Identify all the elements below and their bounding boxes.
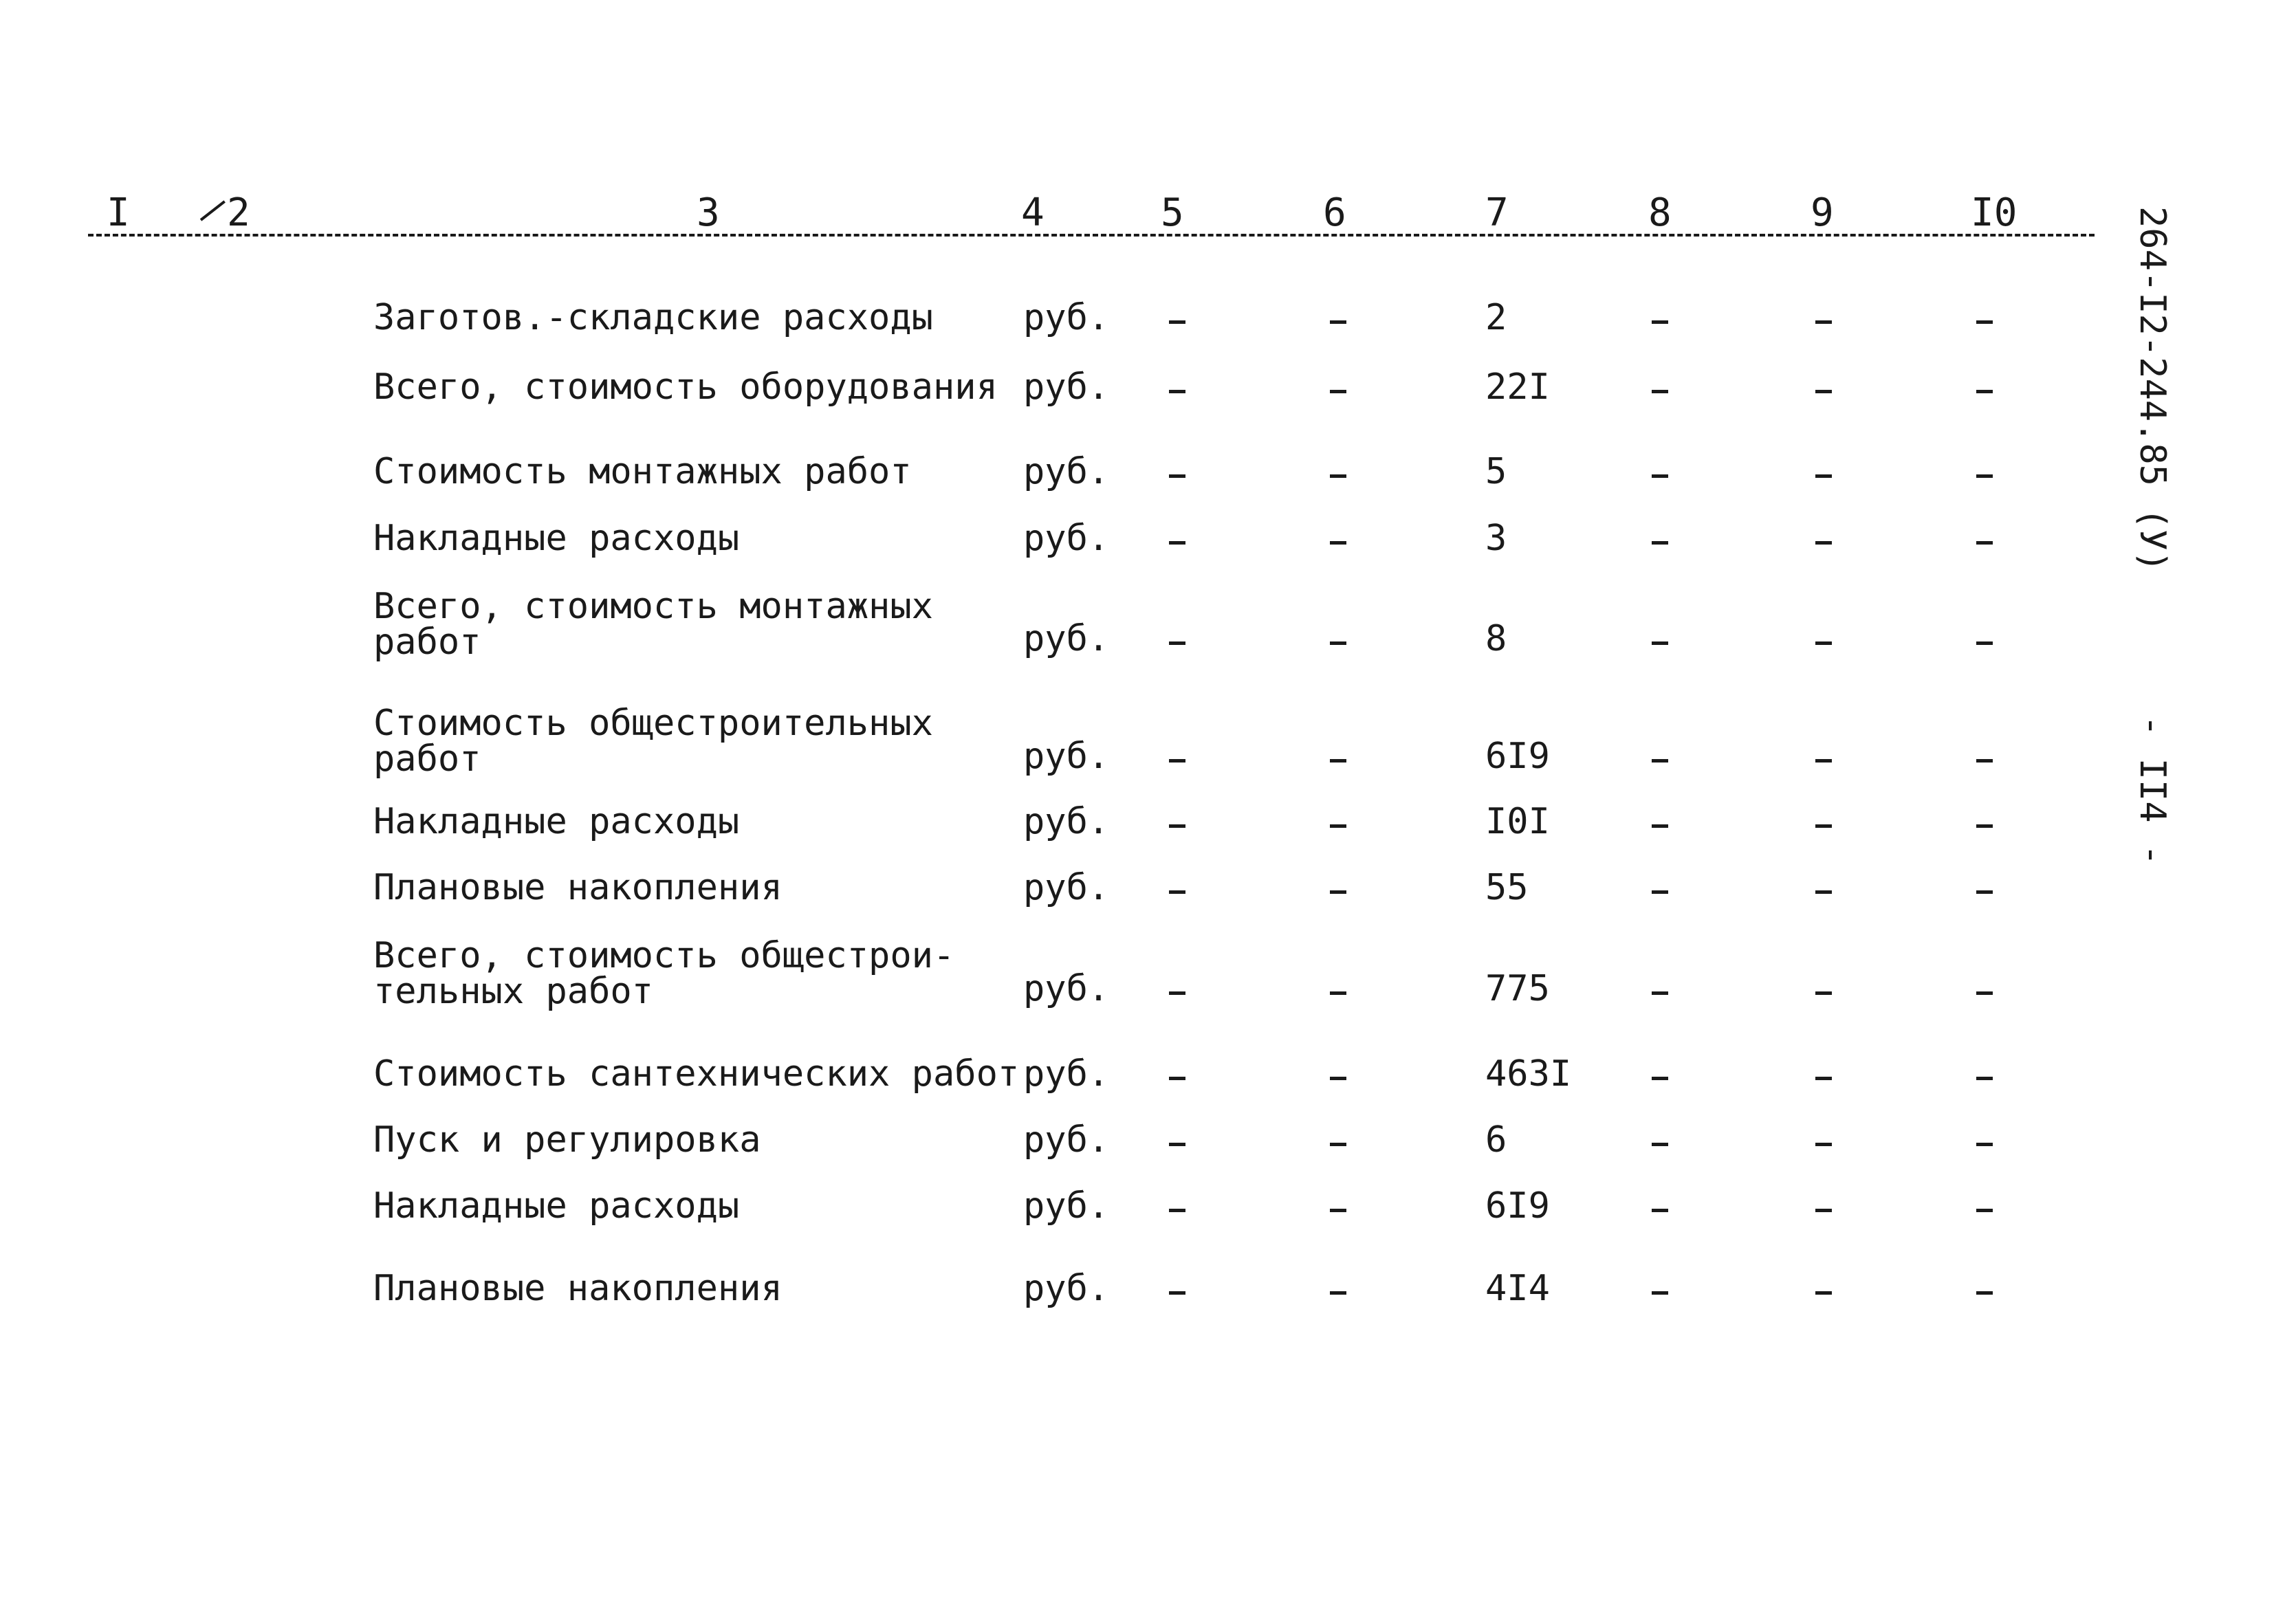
empty-cell-dash (1652, 991, 1668, 995)
empty-cell-dash (1652, 541, 1668, 545)
empty-cell-dash (1976, 759, 1993, 762)
row-name: Всего, стоимость оборудования (373, 366, 998, 408)
empty-cell-dash (1330, 824, 1346, 828)
empty-cell-dash (1815, 320, 1832, 324)
empty-cell-dash (1169, 1143, 1185, 1146)
row-value-col7: 4I4 (1485, 1268, 1550, 1309)
empty-cell-dash (1330, 641, 1346, 645)
empty-cell-dash (1815, 641, 1832, 645)
empty-cell-dash (1976, 1143, 1993, 1146)
row-value-col7: 55 (1485, 867, 1529, 908)
empty-cell-dash (1330, 991, 1346, 995)
empty-cell-dash (1815, 390, 1832, 393)
empty-cell-dash (1976, 824, 1993, 828)
empty-cell-dash (1976, 1209, 1993, 1212)
row-value-col7: 6 (1485, 1119, 1507, 1161)
row-name: Плановые накопления (373, 1268, 783, 1309)
empty-cell-dash (1330, 1291, 1346, 1295)
row-unit: руб. (1023, 1053, 1110, 1095)
row-name: Накладные расходы (373, 801, 740, 842)
empty-cell-dash (1652, 890, 1668, 894)
document-code: 264-I2-244.85 (У) (2132, 206, 2173, 573)
empty-cell-dash (1652, 1209, 1668, 1212)
empty-cell-dash (1976, 1291, 1993, 1295)
empty-cell-dash (1169, 390, 1185, 393)
empty-cell-dash (1652, 759, 1668, 762)
empty-cell-dash (1169, 759, 1185, 762)
empty-cell-dash (1815, 1209, 1832, 1212)
empty-cell-dash (1330, 320, 1346, 324)
empty-cell-dash (1652, 1291, 1668, 1295)
empty-cell-dash (1652, 641, 1668, 645)
empty-cell-dash (1169, 890, 1185, 894)
empty-cell-dash (1652, 1077, 1668, 1080)
empty-cell-dash (1330, 1209, 1346, 1212)
empty-cell-dash (1815, 1143, 1832, 1146)
column-header-3: 3 (697, 190, 720, 235)
column-header-4: 4 (1021, 190, 1045, 235)
empty-cell-dash (1815, 541, 1832, 545)
empty-cell-dash (1169, 541, 1185, 545)
empty-cell-dash (1815, 991, 1832, 995)
empty-cell-dash (1976, 890, 1993, 894)
empty-cell-dash (1976, 1077, 1993, 1080)
empty-cell-dash (1330, 1077, 1346, 1080)
row-unit: руб. (1023, 366, 1110, 408)
row-unit: руб. (1023, 1268, 1110, 1309)
row-name: Пуск и регулировка (373, 1119, 761, 1161)
row-unit: руб. (1023, 736, 1110, 777)
empty-cell-dash (1815, 474, 1832, 478)
empty-cell-dash (1169, 320, 1185, 324)
empty-cell-dash (1815, 1291, 1832, 1295)
empty-cell-dash (1169, 474, 1185, 478)
row-value-col7: 6I9 (1485, 736, 1550, 777)
header-slash-mark (200, 200, 226, 221)
row-name: Всего, стоимость общестрои- тельных работ (373, 935, 955, 1012)
empty-cell-dash (1976, 991, 1993, 995)
row-value-col7: 6I9 (1485, 1185, 1550, 1227)
row-name: Заготов.-складские расходы (373, 297, 933, 338)
empty-cell-dash (1976, 320, 1993, 324)
empty-cell-dash (1330, 890, 1346, 894)
column-header-7: 7 (1485, 190, 1509, 235)
row-unit: руб. (1023, 518, 1110, 559)
row-unit: руб. (1023, 867, 1110, 908)
empty-cell-dash (1976, 641, 1993, 645)
row-value-col7: 775 (1485, 968, 1550, 1009)
empty-cell-dash (1169, 991, 1185, 995)
row-unit: руб. (1023, 1119, 1110, 1161)
row-name: Всего, стоимость монтажных работ (373, 586, 933, 663)
empty-cell-dash (1169, 1077, 1185, 1080)
empty-cell-dash (1976, 390, 1993, 393)
row-unit: руб. (1023, 451, 1110, 492)
row-name: Стоимость общестроительных работ (373, 703, 933, 780)
row-value-col7: 22I (1485, 366, 1550, 408)
row-value-col7: 3 (1485, 518, 1507, 559)
empty-cell-dash (1652, 320, 1668, 324)
empty-cell-dash (1652, 824, 1668, 828)
empty-cell-dash (1169, 1209, 1185, 1212)
empty-cell-dash (1652, 1143, 1668, 1146)
column-header-9: 9 (1811, 190, 1834, 235)
empty-cell-dash (1652, 474, 1668, 478)
empty-cell-dash (1652, 390, 1668, 393)
empty-cell-dash (1330, 474, 1346, 478)
row-unit: руб. (1023, 968, 1110, 1009)
column-header-8: 8 (1648, 190, 1672, 235)
empty-cell-dash (1815, 1077, 1832, 1080)
empty-cell-dash (1330, 541, 1346, 545)
row-name: Стоимость монтажных работ (373, 451, 912, 492)
row-value-col7: 463I (1485, 1053, 1572, 1095)
page-number: - II4 - (2132, 715, 2173, 866)
empty-cell-dash (1169, 641, 1185, 645)
row-value-col7: I0I (1485, 801, 1550, 842)
row-value-col7: 2 (1485, 297, 1507, 338)
empty-cell-dash (1976, 541, 1993, 545)
empty-cell-dash (1815, 824, 1832, 828)
row-unit: руб. (1023, 801, 1110, 842)
empty-cell-dash (1169, 824, 1185, 828)
row-name: Накладные расходы (373, 1185, 740, 1227)
column-header-10: I0 (1971, 190, 2018, 235)
row-unit: руб. (1023, 297, 1110, 338)
column-header-6: 6 (1323, 190, 1346, 235)
column-header-5: 5 (1161, 190, 1184, 235)
empty-cell-dash (1815, 890, 1832, 894)
empty-cell-dash (1815, 759, 1832, 762)
row-name: Стоимость сантехнических работ (373, 1053, 1020, 1095)
row-value-col7: 8 (1485, 618, 1507, 659)
row-unit: руб. (1023, 1185, 1110, 1227)
column-header-1: I (107, 190, 130, 235)
empty-cell-dash (1330, 759, 1346, 762)
row-value-col7: 5 (1485, 451, 1507, 492)
header-divider-line (88, 234, 2095, 237)
empty-cell-dash (1330, 1143, 1346, 1146)
row-name: Накладные расходы (373, 518, 740, 559)
empty-cell-dash (1330, 390, 1346, 393)
column-header-2: 2 (227, 190, 250, 235)
empty-cell-dash (1976, 474, 1993, 478)
empty-cell-dash (1169, 1291, 1185, 1295)
row-name: Плановые накопления (373, 867, 783, 908)
row-unit: руб. (1023, 618, 1110, 659)
